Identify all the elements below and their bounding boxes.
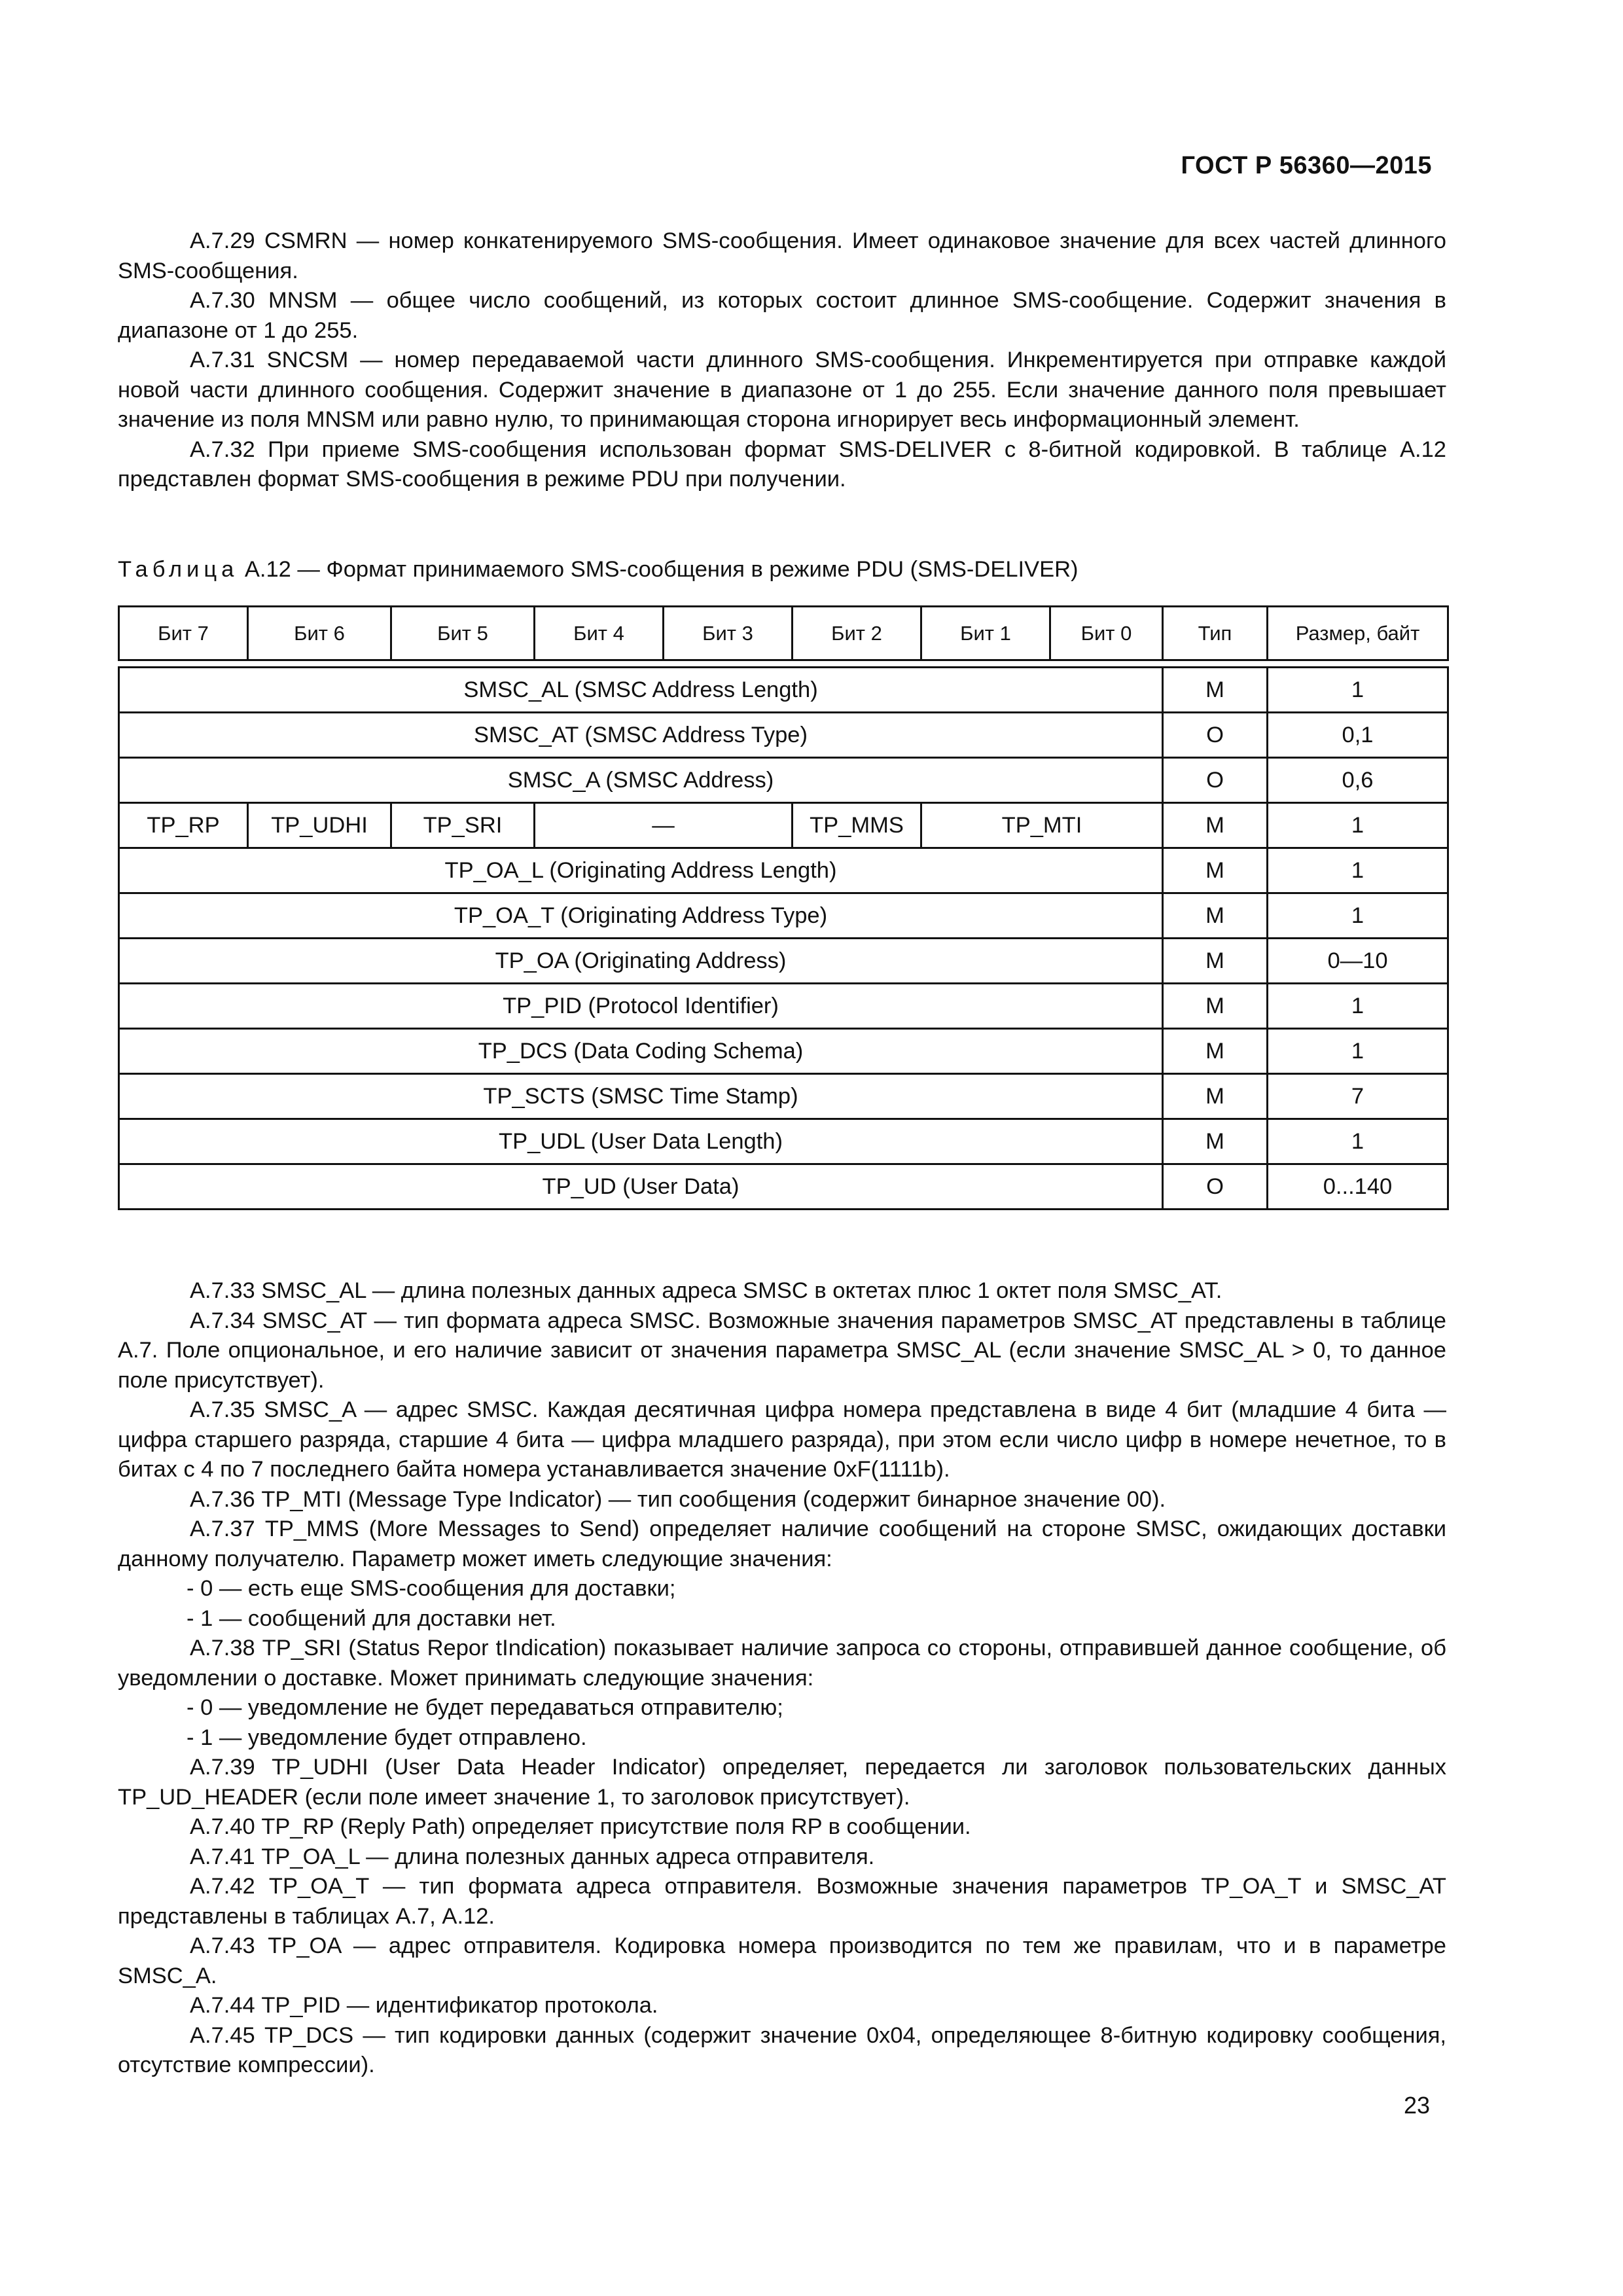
page-number: 23 xyxy=(1403,2092,1430,2119)
pdu-format-table xyxy=(118,605,1449,1210)
paragraph: А.7.45 TP_DCS — тип кодировки данных (содержит значение 0x04, определяющее 8-битную кодировку сообщения, отсутствие компрессии). xyxy=(118,2022,1446,2077)
table-caption xyxy=(118,555,1079,584)
size-cell: 1 xyxy=(1268,848,1448,893)
size-cell: 0...140 xyxy=(1268,1164,1448,1210)
type-cell: O xyxy=(1163,713,1268,758)
bit-field-cell: TP_RP xyxy=(119,803,248,848)
list-item: - 0 — уведомление не будет передаваться отправителю; xyxy=(187,1695,783,1720)
type-cell: O xyxy=(1163,758,1268,803)
field-name-cell: TP_PID (Protocol Identifier) xyxy=(119,984,1163,1029)
size-cell: 1 xyxy=(1268,1029,1448,1074)
intro-text xyxy=(118,226,1446,495)
field-name-cell: SMSC_A (SMSC Address) xyxy=(119,758,1163,803)
bit-field-cell: TP_MMS xyxy=(793,803,921,848)
bit-field-cell: TP_MTI xyxy=(921,803,1163,848)
paragraph: А.7.35 SMSC_A — адрес SMSC. Каждая десятичная цифра номера представлена в виде 4 бит (младшие 4 бита — цифра старшего разряда, старшие 4 бита — цифра младшего разряда), при этом если число цифр в номере нечетное, то в битах с 4 по 7 последнего байта номера устанавливается значение 0xF(1111b). xyxy=(118,1397,1446,1482)
size-cell: 0—10 xyxy=(1268,939,1448,984)
paragraph: А.7.44 TP_PID — идентификатор протокола. xyxy=(190,1993,658,2018)
table-caption-word: Таблица xyxy=(118,557,239,582)
paragraph: А.7.43 TP_OA — адрес отправителя. Кодировка номера производится по тем же правилам, что и в параметре SMSC_A. xyxy=(118,1933,1446,1988)
type-cell: O xyxy=(1163,1164,1268,1210)
bit-field-cell: TP_UDHI xyxy=(248,803,391,848)
table-row xyxy=(119,713,1448,758)
size-cell: 0,6 xyxy=(1268,758,1448,803)
type-cell: M xyxy=(1163,939,1268,984)
table-row xyxy=(119,848,1448,893)
column-header: Бит 3 xyxy=(664,607,793,660)
list-item: - 0 — есть еще SMS-сообщения для доставки; xyxy=(187,1576,676,1601)
type-cell: M xyxy=(1163,1074,1268,1119)
field-name-cell: TP_OA_L (Originating Address Length) xyxy=(119,848,1163,893)
type-cell: M xyxy=(1163,984,1268,1029)
paragraph: А.7.39 TP_UDHI (User Data Header Indicator) определяет, передается ли заголовок пользовательских данных TP_UD_HEADER (если поле имеет значение 1, то заголовок присутствует). xyxy=(118,1755,1446,1810)
list-item: - 1 — уведомление будет отправлено. xyxy=(187,1725,587,1750)
type-cell: M xyxy=(1163,668,1268,713)
field-name-cell: SMSC_AL (SMSC Address Length) xyxy=(119,668,1163,713)
column-header: Бит 5 xyxy=(391,607,535,660)
size-cell: 1 xyxy=(1268,893,1448,939)
bit-field-cell: TP_SRI xyxy=(391,803,535,848)
column-header: Бит 6 xyxy=(248,607,391,660)
paragraph: А.7.30 MNSM — общее число сообщений, из которых состоит длинное SMS-сообщение. Содержит значения в диапазоне от 1 до 255. xyxy=(118,288,1446,343)
paragraph: А.7.40 TP_RP (Reply Path) определяет присутствие поля RP в сообщении. xyxy=(190,1814,971,1839)
table-separator xyxy=(119,660,1448,668)
size-cell: 0,1 xyxy=(1268,713,1448,758)
size-cell: 1 xyxy=(1268,668,1448,713)
table-header-row xyxy=(119,607,1448,660)
size-cell: 1 xyxy=(1268,803,1448,848)
separator-cell xyxy=(119,660,1448,668)
table-row xyxy=(119,984,1448,1029)
paragraph: А.7.42 TP_OA_T — тип формата адреса отправителя. Возможные значения параметров TP_OA_T и SMSC_AT представлены в таблицах А.7, А.12. xyxy=(118,1874,1446,1929)
table-row xyxy=(119,939,1448,984)
field-name-cell: TP_UDL (User Data Length) xyxy=(119,1119,1163,1164)
paragraph: А.7.33 SMSC_AL — длина полезных данных адреса SMSC в октетах плюс 1 октет поля SMSC_AT. xyxy=(190,1278,1222,1303)
paragraph: А.7.36 TP_MTI (Message Type Indicator) — тип сообщения (содержит бинарное значение 00). xyxy=(190,1486,1166,1512)
document-id: ГОСТ Р 56360—2015 xyxy=(1181,152,1432,179)
size-cell: 1 xyxy=(1268,1119,1448,1164)
paragraph: А.7.37 TP_MMS (More Messages to Send) определяет наличие сообщений на стороне SMSC, ожидающих доставки данному получателю. Параметр может иметь следующие значения: xyxy=(118,1516,1446,1571)
table-row xyxy=(119,1029,1448,1074)
field-name-cell: TP_OA_T (Originating Address Type) xyxy=(119,893,1163,939)
column-header: Размер, байт xyxy=(1268,607,1448,660)
paragraph: А.7.32 При приеме SMS-сообщения использован формат SMS-DELIVER с 8-битной кодировкой. В таблице А.12 представлен формат SMS-сообщения в режиме PDU при получении. xyxy=(118,437,1446,492)
table-caption-title: А.12 — Формат принимаемого SMS-сообщения в режиме PDU (SMS-DELIVER) xyxy=(238,557,1079,582)
paragraph: А.7.34 SMSC_AT — тип формата адреса SMSC. Возможные значения параметров SMSC_AT представлены в таблице А.7. Поле опциональное, и его наличие зависит от значения параметра SMSC_AL (если значение SMSC_AL > 0, то данное поле присутствует). xyxy=(118,1308,1446,1393)
type-cell: M xyxy=(1163,848,1268,893)
type-cell: M xyxy=(1163,1029,1268,1074)
table-row xyxy=(119,803,1448,848)
explanatory-text xyxy=(118,1276,1446,2081)
list-item: - 1 — сообщений для доставки нет. xyxy=(187,1605,556,1631)
type-cell: M xyxy=(1163,803,1268,848)
size-cell: 7 xyxy=(1268,1074,1448,1119)
column-header: Бит 0 xyxy=(1050,607,1163,660)
table-row xyxy=(119,668,1448,713)
column-header: Бит 7 xyxy=(119,607,248,660)
table-row xyxy=(119,1074,1448,1119)
field-name-cell: TP_OA (Originating Address) xyxy=(119,939,1163,984)
column-header: Бит 2 xyxy=(793,607,921,660)
column-header: Бит 1 xyxy=(921,607,1050,660)
field-name-cell: TP_DCS (Data Coding Schema) xyxy=(119,1029,1163,1074)
column-header: Тип xyxy=(1163,607,1268,660)
type-cell: M xyxy=(1163,893,1268,939)
bit-field-cell: — xyxy=(535,803,793,848)
paragraph: А.7.31 SNCSM — номер передаваемой части длинного SMS-сообщения. Инкрементируется при отправке каждой новой части длинного сообщения. Содержит значение в диапазоне от 1 до 255. Если значение данного поля превышает значение из поля MNSM или равно нулю, то принимающая сторона игнорирует весь информационный элемент. xyxy=(118,348,1446,432)
size-cell: 1 xyxy=(1268,984,1448,1029)
paragraph: А.7.41 TP_OA_L — длина полезных данных адреса отправителя. xyxy=(190,1844,875,1869)
field-name-cell: TP_SCTS (SMSC Time Stamp) xyxy=(119,1074,1163,1119)
table-row xyxy=(119,1164,1448,1210)
paragraph: А.7.29 CSMRN — номер конкатенируемого SMS-сообщения. Имеет одинаковое значение для всех частей длинного SMS-сообщения. xyxy=(118,228,1446,283)
table-row xyxy=(119,1119,1448,1164)
type-cell: M xyxy=(1163,1119,1268,1164)
paragraph: А.7.38 TP_SRI (Status Repor tIndication) показывает наличие запроса со стороны, отправившей данное сообщение, об уведомлении о доставке. Может принимать следующие значения: xyxy=(118,1636,1446,1691)
field-name-cell: TP_UD (User Data) xyxy=(119,1164,1163,1210)
column-header: Бит 4 xyxy=(535,607,664,660)
field-name-cell: SMSC_AT (SMSC Address Type) xyxy=(119,713,1163,758)
table-row xyxy=(119,893,1448,939)
table-row xyxy=(119,758,1448,803)
